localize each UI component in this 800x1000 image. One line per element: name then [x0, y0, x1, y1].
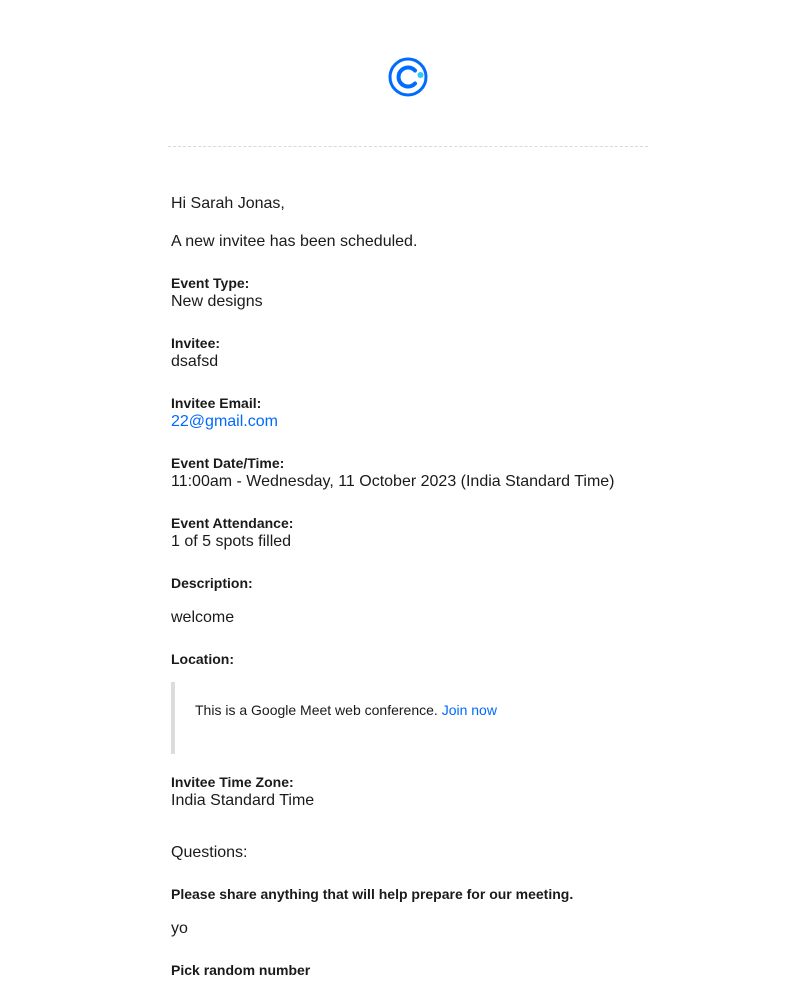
invitee-value: dsafsd [171, 353, 219, 370]
description-value: welcome [171, 609, 235, 626]
description-label: Description: [171, 575, 253, 591]
invitee-time-zone-value: India Standard Time [171, 792, 315, 809]
question-answer: yo [171, 920, 188, 937]
event-attendance-label: Event Attendance: [171, 515, 294, 531]
event-datetime-value: 11:00am - Wednesday, 11 October 2023 (India Standard Time) [171, 473, 615, 490]
event-attendance-value: 1 of 5 spots filled [171, 533, 292, 550]
invitee-time-zone-label: Invitee Time Zone: [171, 774, 294, 790]
question-label: Pick random number [171, 962, 311, 978]
logo-container [0, 56, 800, 98]
location-label: Location: [171, 651, 234, 667]
event-datetime-label: Event Date/Time: [171, 455, 285, 471]
calendly-logo-icon [387, 56, 429, 98]
location-quote [171, 682, 615, 754]
intro-text: A new invitee has been scheduled. [171, 233, 418, 250]
invitee-email-label: Invitee Email: [171, 395, 262, 411]
location-description: This is a Google Meet web conference. [195, 702, 438, 718]
location-text [195, 701, 497, 719]
event-type-value: New designs [171, 293, 263, 310]
invitee-label: Invitee: [171, 335, 221, 351]
header-divider [168, 146, 648, 147]
question-label: Please share anything that will help prepare for our meeting. [171, 886, 574, 902]
questions-heading: Questions: [171, 844, 248, 861]
invitee-email-link[interactable]: 22@gmail.com [171, 413, 278, 430]
greeting: Hi Sarah Jonas, [171, 195, 285, 212]
event-type-label: Event Type: [171, 275, 250, 291]
join-now-link[interactable]: Join now [441, 702, 497, 718]
